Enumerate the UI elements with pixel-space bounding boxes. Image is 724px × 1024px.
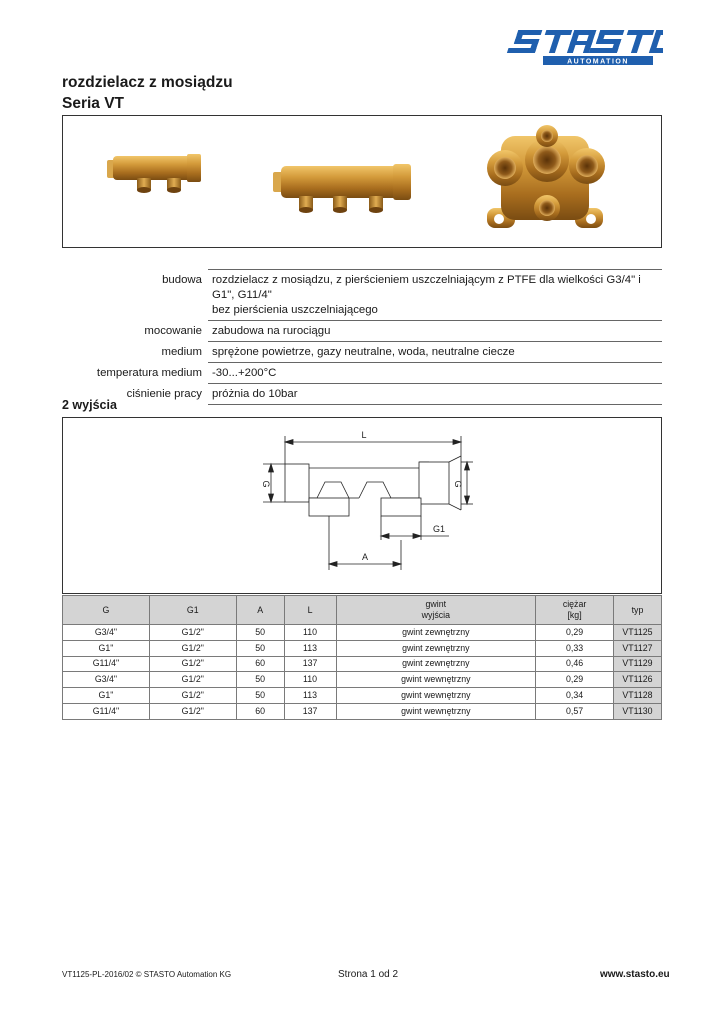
technical-drawing-box [62,417,662,594]
table-row [63,703,662,719]
spec-row-medium [62,342,662,363]
spec-label: ciśnienie pracy [126,387,202,400]
cell-g1: G1/2" [149,703,236,719]
table-header-row [63,596,662,625]
cell-l: 113 [284,688,336,704]
cell-typ: VT1129 [613,656,661,672]
cell-g1: G1/2" [149,625,236,641]
cell-g: G1" [63,640,150,656]
technical-drawing [63,418,663,595]
cell-g: G11/4" [63,703,150,719]
stasto-logo [505,28,663,66]
cell-g: G3/4" [63,672,150,688]
cell-l: 137 [284,656,336,672]
cell-g1: G1/2" [149,656,236,672]
col-header-ciezar-line2: [kg] [567,610,582,620]
cell-g1: G1/2" [149,672,236,688]
footer-document-id: VT1125-PL-2016/02 © STASTO Automation KG [62,970,232,979]
cell-a: 50 [236,625,284,641]
cell-ciezar: 0,29 [536,672,614,688]
page-title [62,72,233,114]
table-row [63,688,662,704]
cell-l: 113 [284,640,336,656]
col-header-g: G [63,596,150,625]
col-header-typ: typ [613,596,661,625]
product-photo-box [62,115,662,248]
product-photos [63,116,663,249]
cell-gwint: gwint wewnętrzny [336,672,536,688]
cell-l: 110 [284,625,336,641]
variants-table [62,595,662,720]
cell-typ: VT1130 [613,703,661,719]
table-row [63,625,662,641]
cell-typ: VT1127 [613,640,661,656]
logo-subtitle: AUTOMATION [567,58,629,66]
cell-ciezar: 0,34 [536,688,614,704]
cell-typ: VT1128 [613,688,661,704]
cell-ciezar: 0,46 [536,656,614,672]
col-header-g1: G1 [149,596,236,625]
cell-g: G3/4" [63,625,150,641]
cell-g: G11/4" [63,656,150,672]
photo-2-outlet [107,154,201,193]
spec-label: temperatura medium [96,366,202,379]
spec-value: sprężone powietrze, gazy neutralne, woda, neutralne ciecze [208,342,662,363]
col-header-gwint-line1: gwint [425,599,447,609]
spec-row-budowa [62,270,662,321]
dim-label-a: A [361,552,369,562]
cell-g1: G1/2" [149,640,236,656]
footer-page-number: Strona 1 od 2 [338,969,399,980]
cell-ciezar: 0,33 [536,640,614,656]
stasto-logo-graphic [505,28,663,66]
cell-a: 60 [236,656,284,672]
spec-label: budowa [162,273,202,286]
cell-g1: G1/2" [149,688,236,704]
col-header-gwint-line2: wyjścia [421,610,450,620]
table-row [63,640,662,656]
cell-gwint: gwint zewnętrzny [336,625,536,641]
footer-website-link[interactable]: www.stasto.eu [600,969,670,980]
spec-value: próżnia do 10bar [208,384,662,405]
cell-l: 110 [284,672,336,688]
cell-ciezar: 0,29 [536,625,614,641]
spec-row-cisnienie [62,384,662,405]
photo-3-outlet [273,164,411,213]
col-header-l: L [284,596,336,625]
cell-ciezar: 0,57 [536,703,614,719]
spec-row-temperatura [62,363,662,384]
cell-l: 137 [284,703,336,719]
photo-block-manifold [487,125,605,228]
spec-value: -30...+200°C [208,363,662,384]
dim-label-g-left: G [261,480,271,488]
cell-typ: VT1125 [613,625,661,641]
col-header-a: A [236,596,284,625]
spec-table [62,269,662,405]
spec-value: zabudowa na rurociągu [208,321,662,342]
spec-row-mocowanie [62,321,662,342]
cell-a: 50 [236,672,284,688]
cell-gwint: gwint zewnętrzny [336,656,536,672]
title-line-1: rozdzielacz z mosiądzu [62,74,233,91]
dim-label-g1: G1 [432,524,446,534]
cell-a: 50 [236,688,284,704]
cell-gwint: gwint wewnętrzny [336,703,536,719]
cell-a: 50 [236,640,284,656]
table-row [63,656,662,672]
title-line-2: Seria VT [62,95,125,112]
col-header-ciezar-line1: ciężar [562,599,587,609]
dim-label-g-right: G [453,480,463,488]
col-header-ciezar [536,596,614,625]
spec-value-line: rozdzielacz z mosiądzu, z pierścieniem uszczelniającym z PTFE dla wielkości G3/4" i G1", G11/4" [212,274,641,301]
cell-a: 60 [236,703,284,719]
col-header-gwint [336,596,536,625]
spec-label: medium [161,345,202,358]
cell-typ: VT1126 [613,672,661,688]
section-heading: 2 wyjścia [62,398,117,412]
cell-g: G1" [63,688,150,704]
dim-label-l: L [361,430,367,440]
cell-gwint: gwint wewnętrzny [336,688,536,704]
spec-value [208,270,662,321]
spec-label: mocowanie [144,324,202,337]
cell-gwint: gwint zewnętrzny [336,640,536,656]
table-row [63,672,662,688]
spec-value-line: bez pierścienia uszczelniającego [212,304,378,316]
